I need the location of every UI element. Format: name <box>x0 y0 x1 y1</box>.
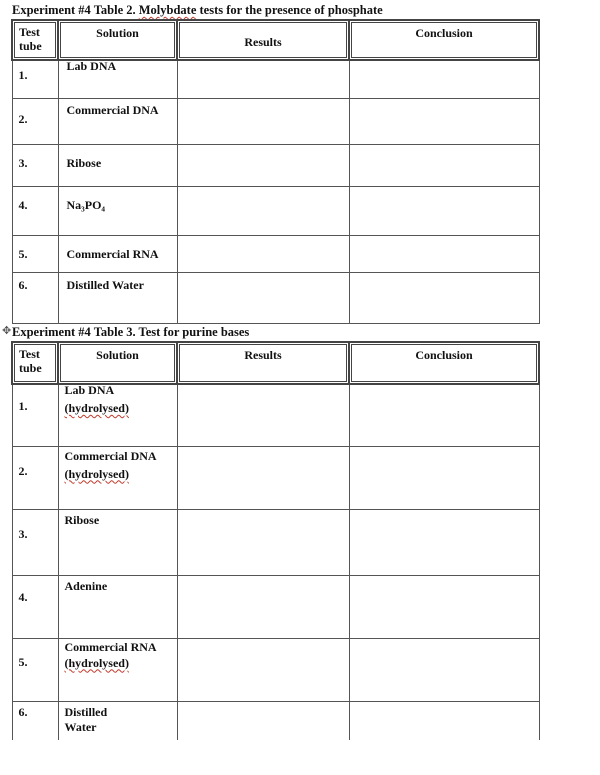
table-row <box>12 144 539 186</box>
row-number: 5. <box>12 235 58 272</box>
row-number: 2. <box>12 98 58 144</box>
header-test-tube: Test tube <box>12 342 58 384</box>
solution-line2: (hydrolysed) <box>64 466 129 481</box>
caption-spellcheck-word: Molybdate <box>138 3 197 17</box>
results-cell[interactable] <box>177 144 349 186</box>
row-number: 3. <box>12 144 58 186</box>
row-solution <box>58 509 177 575</box>
row-number: 3. <box>12 509 58 575</box>
row-solution: Distilled Water <box>58 272 177 323</box>
row-solution <box>58 446 177 509</box>
solution-line1: Ribose <box>64 512 100 527</box>
header-results: Results <box>177 20 349 60</box>
results-cell[interactable] <box>177 98 349 144</box>
results-cell[interactable] <box>177 509 349 575</box>
caption-prefix: Experiment #4 Table 2. <box>12 3 139 17</box>
row-solution: Commercial DNA <box>58 98 177 144</box>
row-solution <box>58 60 177 98</box>
table-row <box>12 98 539 144</box>
table-row <box>12 235 539 272</box>
conclusion-cell[interactable] <box>349 235 539 272</box>
table3 <box>11 341 540 752</box>
results-cell[interactable] <box>177 638 349 701</box>
row-number: 4. <box>12 575 58 638</box>
header-results: Results <box>177 342 349 384</box>
row-solution: Commercial RNA <box>58 235 177 272</box>
solution-line1: Distilled <box>64 704 108 719</box>
row-solution <box>58 575 177 638</box>
table3-header-row <box>12 342 539 384</box>
conclusion-cell[interactable] <box>349 60 539 98</box>
results-cell[interactable] <box>177 186 349 235</box>
solution-line1: Commercial RNA <box>64 639 157 654</box>
header-test-tube: Test tube <box>12 20 58 60</box>
table3-caption: Experiment #4 Table 3. Test for purine bases <box>12 325 250 339</box>
conclusion-cell[interactable] <box>349 446 539 509</box>
results-cell[interactable] <box>177 272 349 323</box>
table-row <box>12 446 539 509</box>
table-row <box>12 575 539 638</box>
header-conclusion: Conclusion <box>349 20 539 60</box>
table-row <box>12 638 539 701</box>
row-solution: Na₃PO₄ <box>58 186 177 235</box>
row-number: 6. <box>12 701 58 751</box>
results-cell[interactable] <box>177 446 349 509</box>
header-solution: Solution <box>58 20 177 60</box>
caption-suffix: tests for the presence of phosphate <box>196 3 383 17</box>
table-row <box>12 186 539 235</box>
conclusion-cell[interactable] <box>349 509 539 575</box>
table2-header-row <box>12 20 539 60</box>
conclusion-cell[interactable] <box>349 272 539 323</box>
conclusion-cell[interactable] <box>349 98 539 144</box>
move-cross-icon[interactable]: ✥ <box>2 325 12 337</box>
solution-line1: Adenine <box>64 578 108 593</box>
header-conclusion: Conclusion <box>349 342 539 384</box>
table2-caption <box>12 3 383 18</box>
table-row <box>12 272 539 323</box>
conclusion-cell[interactable] <box>349 144 539 186</box>
results-cell[interactable] <box>177 60 349 98</box>
page-bottom-edge <box>0 740 600 775</box>
table-row <box>12 384 539 446</box>
row-number: 4. <box>12 186 58 235</box>
results-cell[interactable] <box>177 384 349 446</box>
conclusion-cell[interactable] <box>349 638 539 701</box>
row-number: 1. <box>12 60 58 98</box>
solution-line2: Water <box>64 719 97 734</box>
row-solution <box>58 638 177 701</box>
results-cell[interactable] <box>177 235 349 272</box>
row-number: 6. <box>12 272 58 323</box>
conclusion-cell[interactable] <box>349 575 539 638</box>
row-number: 2. <box>12 446 58 509</box>
solution-line2: (hydrolysed) <box>64 655 129 670</box>
conclusion-cell[interactable] <box>349 186 539 235</box>
table-row <box>12 60 539 98</box>
solution-line1: Lab DNA <box>64 383 115 397</box>
table-row <box>12 509 539 575</box>
conclusion-cell[interactable] <box>349 384 539 446</box>
solution-text: Lab DNA <box>66 59 117 73</box>
solution-line2: (hydrolysed) <box>64 401 129 415</box>
solution-line1: Commercial DNA <box>64 448 157 463</box>
header-solution: Solution <box>58 342 177 384</box>
row-number: 5. <box>12 638 58 701</box>
results-cell[interactable] <box>177 575 349 638</box>
table2 <box>11 19 540 324</box>
row-solution: Ribose <box>58 144 177 186</box>
row-number: 1. <box>12 384 58 446</box>
row-solution <box>58 384 177 446</box>
